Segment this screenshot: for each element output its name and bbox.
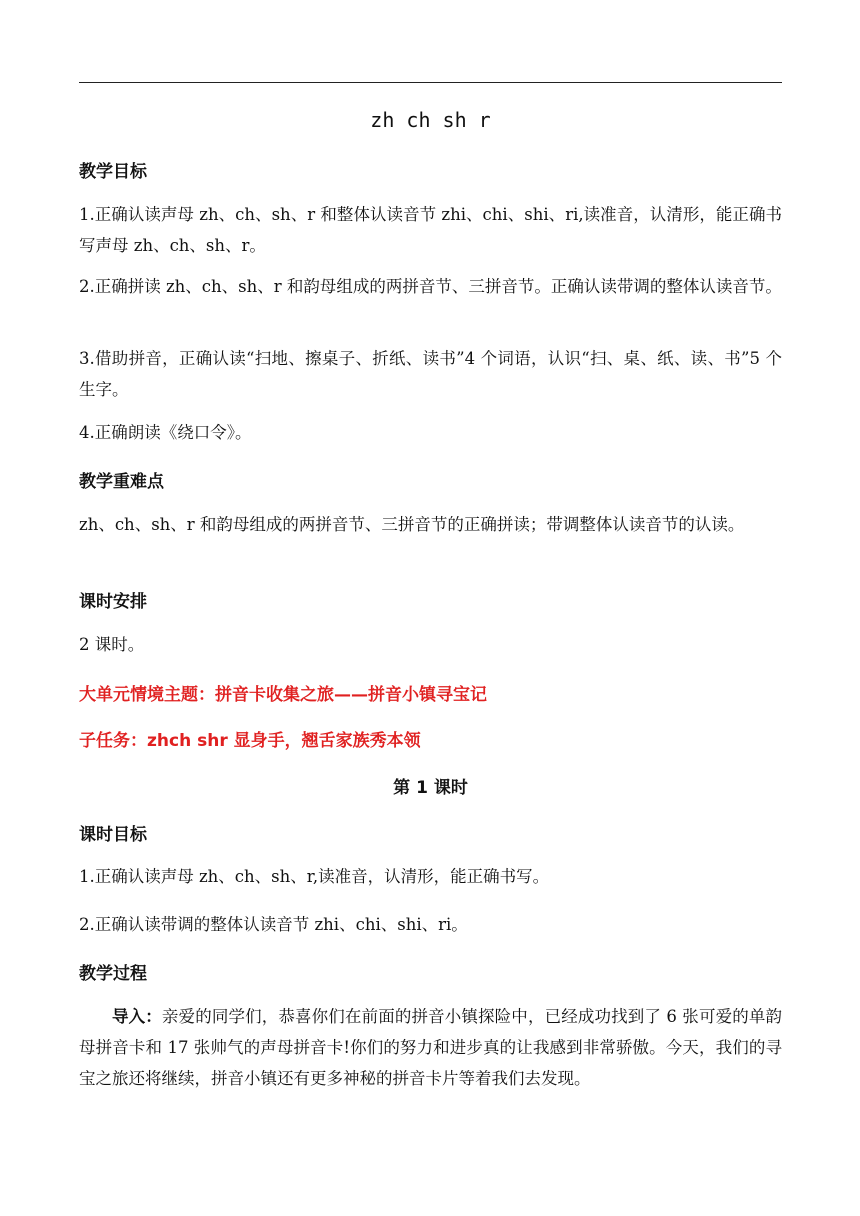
lesson-heading: 第 1 课时: [393, 778, 468, 798]
keypoints-text: zh、ch、sh、r 和韵母组成的两拼音节、三拼音节的正确拼读；带调整体认读音节的认读。: [79, 515, 745, 534]
objective-item-4: 4.正确朗读《绕口令》。: [79, 423, 252, 442]
process-heading: 教学过程: [79, 964, 147, 984]
unit-theme: 大单元情境主题：拼音卡收集之旅——拼音小镇寻宝记: [79, 685, 487, 705]
lesson-goals-heading: 课时目标: [79, 825, 147, 845]
objective-item-2: 2.正确拼读 zh、ch、sh、r 和韵母组成的两拼音节、三拼音节。正确认读带调的整体认读音节。: [79, 277, 782, 296]
lesson-goal-1: 1.正确认读声母 zh、ch、sh、r,读准音，认清形，能正确书写。: [79, 867, 550, 886]
document-title: zh ch sh r: [370, 108, 491, 132]
subtask: 子任务：zhch shr 显身手，翘舌家族秀本领: [79, 731, 421, 751]
objectives-heading: 教学目标: [79, 162, 147, 182]
objective-item-1: 1.正确认读声母 zh、ch、sh、r 和整体认读音节 zhi、chi、shi、ri,读准音，认清形，能正确书写声母 zh、ch、sh、r。: [79, 205, 782, 255]
intro-paragraph: [79, 1001, 782, 1094]
intro-text: 亲爱的同学们，恭喜你们在前面的拼音小镇探险中，已经成功找到了 6 张可爱的单韵母拼音卡和 17 张帅气的声母拼音卡!你们的努力和进步真的让我感到非常骄傲。今天，我们的寻宝之旅还将继续，拼音小镇还有更多神秘的拼音卡片等着我们去发现。: [79, 1007, 782, 1088]
schedule-text: 2 课时。: [79, 635, 145, 654]
intro-label: 导入：: [112, 1007, 162, 1026]
keypoints-heading: 教学重难点: [79, 472, 164, 492]
lesson-goal-2: 2.正确认读带调的整体认读音节 zhi、chi、shi、ri。: [79, 915, 468, 934]
header-rule: [79, 82, 782, 83]
objective-item-3: 3.借助拼音，正确认读“扫地、擦桌子、折纸、读书”4 个词语，认识“扫、桌、纸、读、书”5 个生字。: [79, 349, 782, 399]
schedule-heading: 课时安排: [79, 592, 147, 612]
